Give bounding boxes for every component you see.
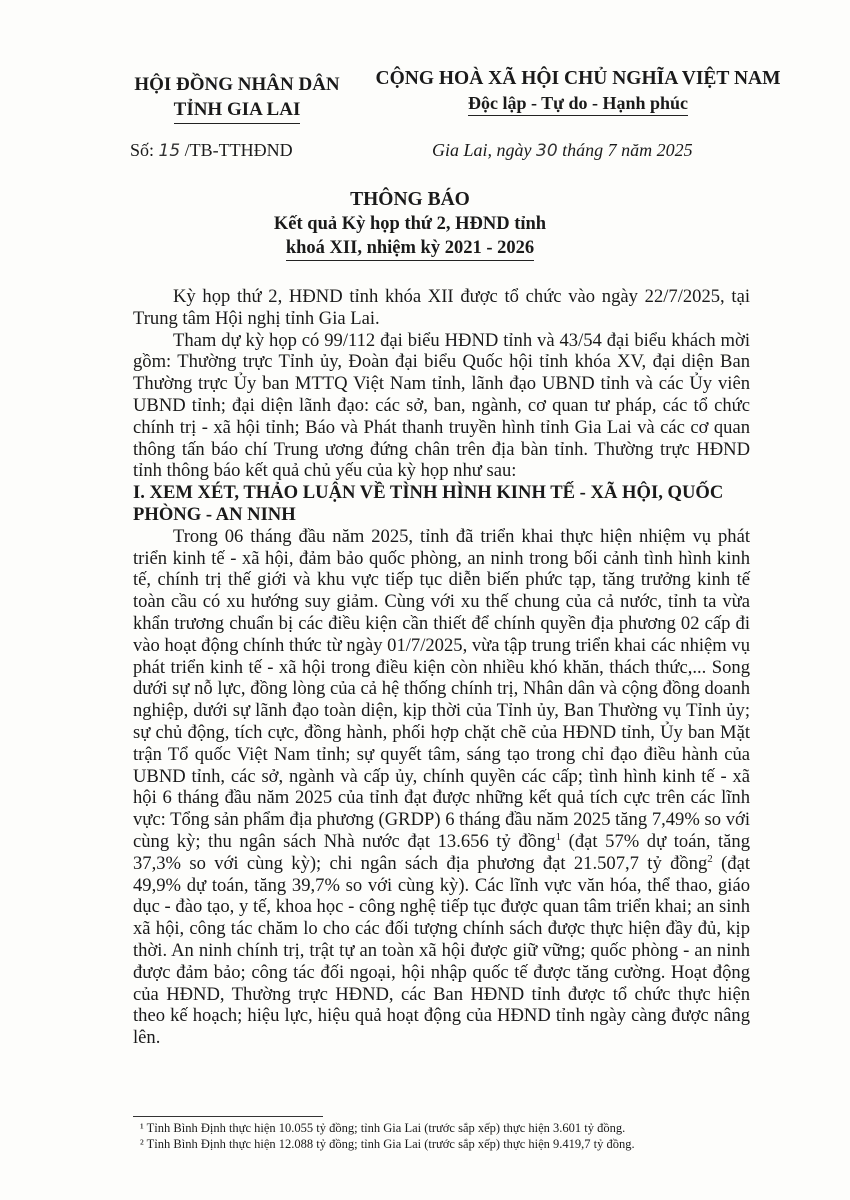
place-and-date xyxy=(432,140,693,161)
footnotes xyxy=(140,1120,760,1152)
document-body xyxy=(133,286,750,1049)
org-name-line1: HỘI ĐỒNG NHÂN DÂN xyxy=(134,74,340,95)
title-line3: khoá XII, nhiệm kỳ 2021 - 2026 xyxy=(286,236,534,261)
national-motto xyxy=(368,66,788,116)
paragraph-3-part-a: Trong 06 tháng đầu năm 2025, tỉnh đã triển khai thực hiện nhiệm vụ phát triển kinh tế - xã hội, đảm bảo quốc phòng, an ninh trong bối cảnh tình hình kinh tế, chính trị thế giới và khu vực tiếp tục diễn biến phức tạp, tăng trưởng kinh tế toàn cầu có xu hướng suy giảm. Cùng với xu thế chung của cả nước, tỉnh ta vừa khẩn trương chuẩn bị các điều kiện cần thiết để chính quyền địa phương 02 cấp đi vào hoạt động chính thức từ ngày 01/7/2025, vừa tập trung triển khai các nhiệm vụ phát triển kinh tế - xã hội trong điều kiện còn nhiều khó khăn, thách thức,... Song dưới sự nỗ lực, đồng lòng của cả hệ thống chính trị, Nhân dân và cộng đồng doanh nghiệp, dưới sự lãnh đạo toàn diện, kịp thời của Tỉnh ủy, Ban Thường vụ Tỉnh ủy; sự chủ động, tích cực, đồng hành, phối hợp chặt chẽ của HĐND tỉnh, Ủy ban Mặt trận Tổ quốc Việt Nam tỉnh; sự quyết tâm, sáng tạo trong chỉ đạo điều hành của UBND tỉnh, các sở, ngành và cấp ủy, chính quyền các cấp; tình hình kinh tế - xã hội 6 tháng đầu năm 2025 của tỉnh đạt được những kết quả tích cực trên các lĩnh vực: Tổng sản phẩm địa phương (GRDP) 6 tháng đầu năm 2025 tăng 7,49% so với cùng kỳ; thu ngân sách Nhà nước đạt 13.656 tỷ đồng xyxy=(133,525,750,852)
footnote-ref-1: 1 xyxy=(555,830,562,843)
footnote-2: ² Tỉnh Bình Định thực hiện 12.088 tỷ đồng; tỉnh Gia Lai (trước sắp xếp) thực hiện 9.419,7 tỷ đồng. xyxy=(140,1137,635,1151)
footnote-1: ¹ Tỉnh Bình Định thực hiện 10.055 tỷ đồng; tỉnh Gia Lai (trước sắp xếp) thực hiện 3.601 tỷ đồng. xyxy=(140,1121,626,1135)
place-date-prefix: Gia Lai, ngày xyxy=(432,140,537,160)
doc-number-suffix: /TB-TTHĐND xyxy=(180,140,293,160)
title-line2: Kết quả Kỳ họp thứ 2, HĐND tỉnh xyxy=(273,214,547,234)
doc-number-handwritten: 15 xyxy=(158,141,181,161)
footnote-ref-2: 2 xyxy=(707,852,713,865)
paragraph-1: Kỳ họp thứ 2, HĐND tỉnh khóa XII được tổ chức vào ngày 22/7/2025, tại Trung tâm Hội nghị tỉnh Gia Lai. xyxy=(133,286,750,329)
doc-number-prefix: Số: xyxy=(130,140,159,160)
nation-motto: Độc lập - Tự do - Hạnh phúc xyxy=(468,91,688,116)
paragraph-3-part-c: (đạt 49,9% dự toán, tăng 39,7% so với cùng kỳ). Các lĩnh vực văn hóa, thể thao, giáo dục - đào tạo, y tế, khoa học - công nghệ tiếp tục được quan tâm triển khai; an sinh xã hội, công tác chăm lo cho các đối tượng chính sách được thực hiện đầy đủ, kịp thời. An ninh chính trị, trật tự an toàn xã hội được giữ vững; quốc phòng - an ninh được đảm bảo; công tác đối ngoại, hội nhập quốc tế được tăng cường. Hoạt động của HĐND, Thường trực HĐND, các Ban HĐND tỉnh được tổ chức thực hiện theo kế hoạch; hiệu lực, hiệu quả hoạt động của HĐND tỉnh ngày càng được nâng lên. xyxy=(133,852,750,1049)
section-heading-1: I. XEM XÉT, THẢO LUẬN VỀ TÌNH HÌNH KINH TẾ - XÃ HỘI, QUỐC PHÒNG - AN NINH xyxy=(133,482,724,525)
paragraph-3 xyxy=(133,526,750,1049)
title-line1: THÔNG BÁO xyxy=(350,189,470,210)
document-number xyxy=(130,140,293,161)
paragraph-2: Tham dự kỳ họp có 99/112 đại biểu HĐND tỉnh và 43/54 đại biểu khách mời gồm: Thường trực Tỉnh ủy, Đoàn đại biểu Quốc hội tỉnh khóa XV, đại diện Ban Thường trực Ủy ban MTTQ Việt Nam tỉnh, lãnh đạo UBND tỉnh và các Ủy viên UBND tỉnh; đại diện lãnh đạo: các sở, ban, ngành, cơ quan tư pháp, các tổ chức chính trị - xã hội tỉnh; Báo và Phát thanh truyền hình tỉnh Gia Lai và các cơ quan thông tấn báo chí Trung ương đứng chân trên địa bàn tỉnh. Thường trực HĐND tỉnh thông báo kết quả chủ yếu của kỳ họp như sau: xyxy=(133,329,750,482)
place-date-suffix: tháng 7 năm 2025 xyxy=(557,140,693,160)
document-title xyxy=(200,187,620,261)
nation-name: CỘNG HOÀ XÃ HỘI CHỦ NGHĨA VIỆT NAM xyxy=(375,68,781,89)
paragraph-3-part-b: (đạt 57% dự toán, tăng 37,3% so với cùng kỳ); chi ngân sách địa phương đạt 21.507,7 tỷ đồng xyxy=(133,830,751,874)
footnote-divider xyxy=(133,1116,323,1117)
org-name-line2: TỈNH GIA LAI xyxy=(174,97,301,124)
date-day-handwritten: 30 xyxy=(536,141,558,161)
issuing-organization xyxy=(112,72,362,124)
